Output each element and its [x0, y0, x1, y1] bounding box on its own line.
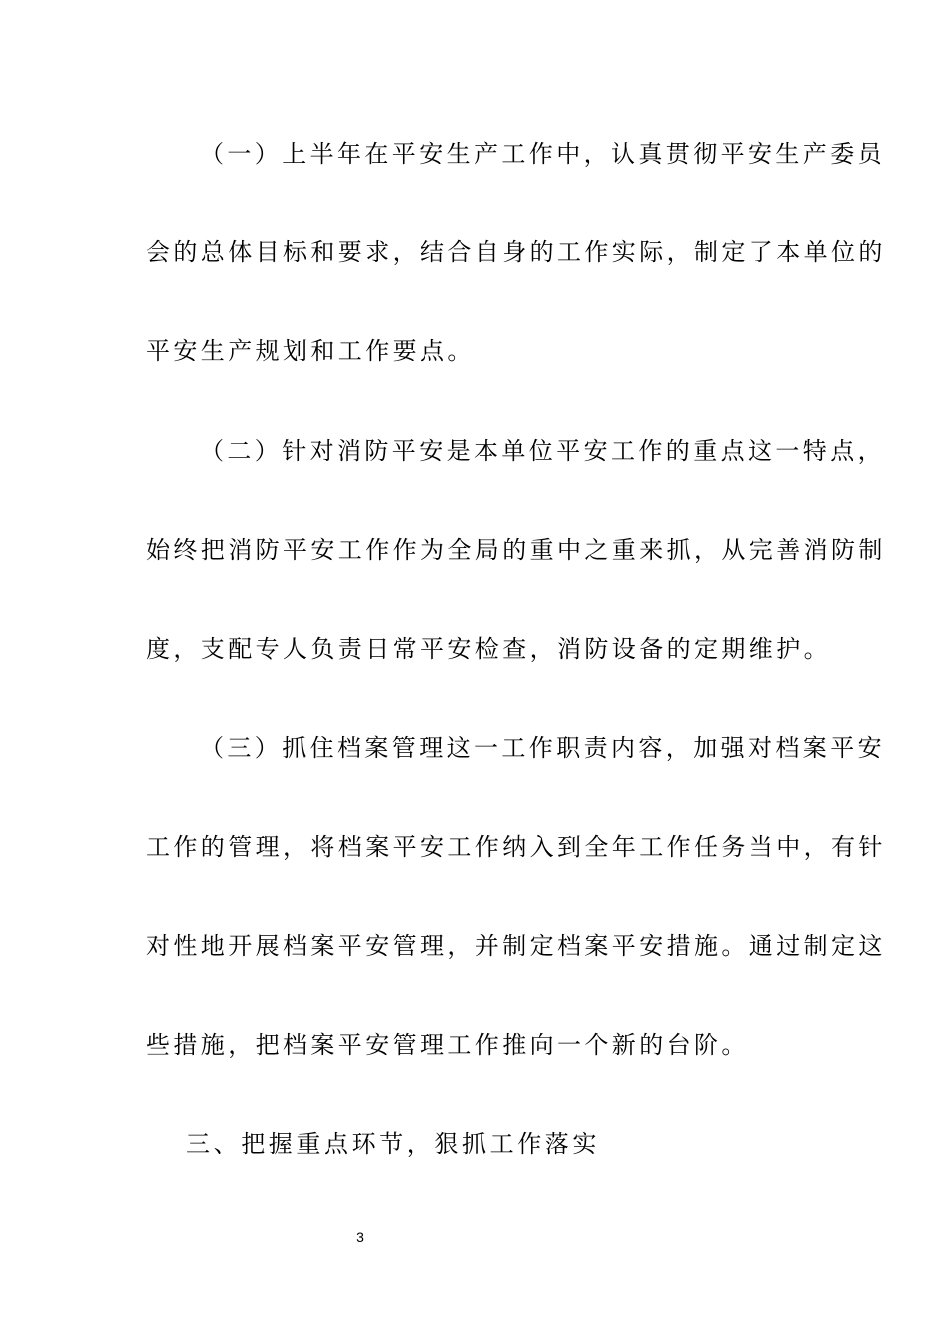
paragraph-1-line-3: 平安生产规划和工作要点。 [146, 337, 475, 365]
paragraph-1-line-2: 会的总体目标和要求，结合自身的工作实际，制定了本单位的 [146, 238, 886, 266]
paragraph-3-line-1: （三）抓住档案管理这一工作职责内容，加强对档案平安 [200, 734, 885, 762]
paragraph-3-line-4: 些措施，把档案平安管理工作推向一个新的台阶。 [146, 1031, 749, 1059]
page-number: 3 [356, 1229, 364, 1245]
section-heading: 三、把握重点环节，狠抓工作落实 [186, 1130, 600, 1158]
paragraph-3-line-3: 对性地开展档案平安管理，并制定档案平安措施。通过制定这 [146, 932, 886, 960]
paragraph-2-line-3: 度，支配专人负责日常平安检查，消防设备的定期维护。 [146, 635, 831, 663]
paragraph-3-line-2: 工作的管理，将档案平安工作纳入到全年工作任务当中，有针 [146, 833, 886, 861]
paragraph-2-line-2: 始终把消防平安工作作为全局的重中之重来抓，从完善消防制 [146, 536, 886, 564]
paragraph-1-line-1: （一）上半年在平安生产工作中，认真贯彻平安生产委员 [200, 140, 885, 168]
paragraph-2-line-1: （二）针对消防平安是本单位平安工作的重点这一特点， [200, 437, 885, 465]
